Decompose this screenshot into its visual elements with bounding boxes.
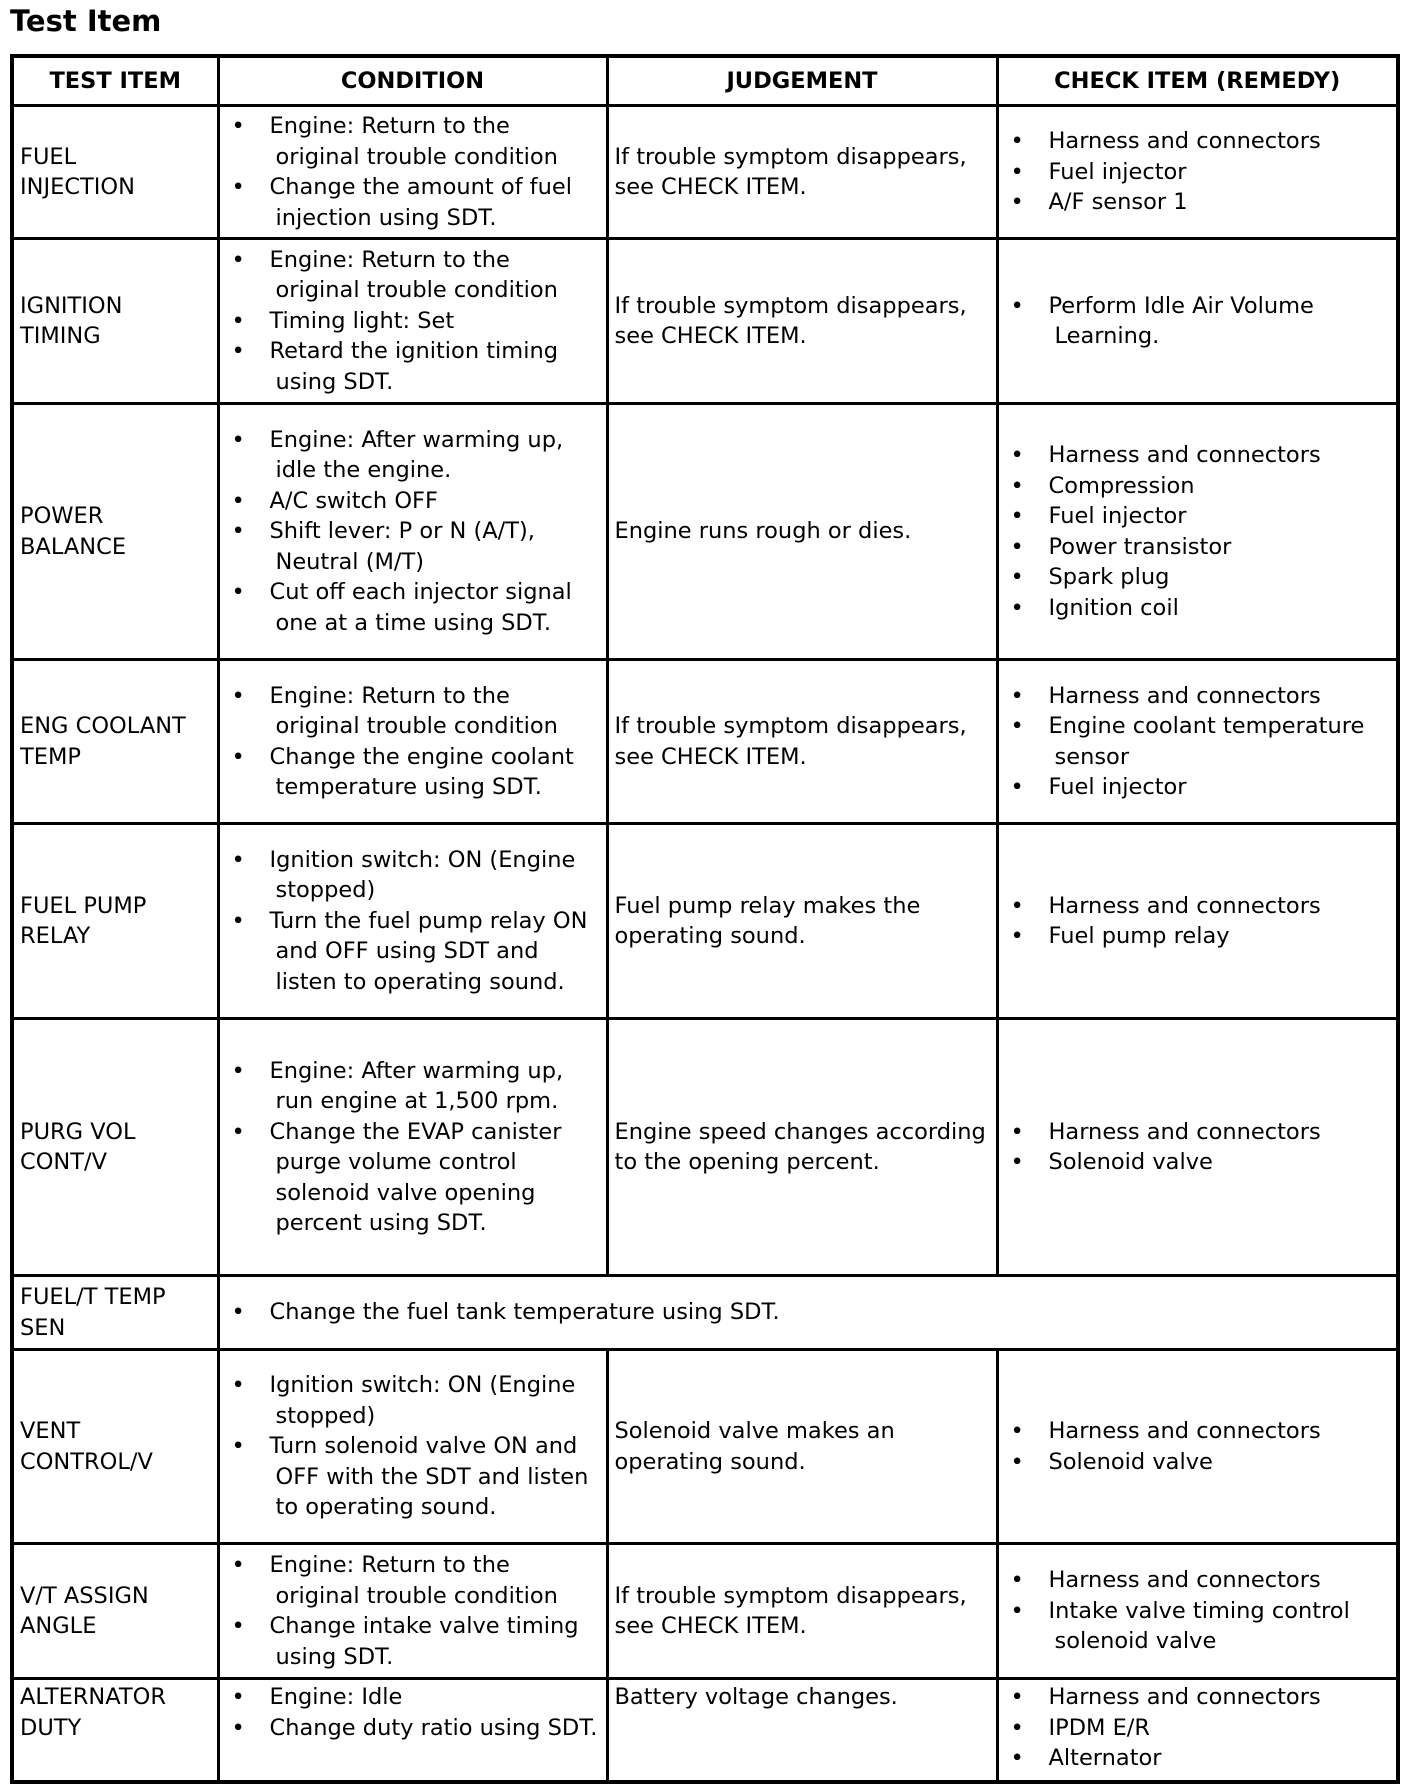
check-item-bullet: • Harness and connectors	[1049, 1416, 1391, 1447]
test-item-name: FUEL PUMP	[20, 892, 147, 919]
check-item-cell	[997, 239, 1398, 404]
test-item-name: ALTERNATOR	[20, 1684, 166, 1710]
check-item-bullet: • Harness and connectors	[1049, 1565, 1391, 1596]
table-row	[12, 1679, 1398, 1782]
test-item-table	[10, 54, 1400, 1784]
test-item-name: ANGLE	[20, 1613, 97, 1639]
test-item-cell	[12, 1350, 218, 1544]
header-condition: CONDITION	[218, 56, 607, 106]
test-item-name: FUEL	[20, 143, 77, 170]
condition-cell	[218, 1679, 607, 1782]
check-item-bullet: • Fuel injector	[1049, 157, 1391, 188]
table-row	[12, 1544, 1398, 1679]
check-item-bullet: • Solenoid valve	[1049, 1147, 1391, 1178]
check-item-cell	[997, 404, 1398, 660]
check-item-cell	[997, 1019, 1398, 1276]
test-item-name: SEN	[20, 1314, 66, 1341]
check-item-list	[1005, 1565, 1391, 1657]
test-item-name: ENG COOLANT	[20, 713, 186, 739]
condition-bullet: • Change the amount of fuel injection using SDT.	[270, 172, 600, 233]
header-judgement: JUDGEMENT	[607, 56, 997, 106]
condition-bullet: • Timing light: Set	[270, 306, 600, 337]
condition-bullet: • Ignition switch: ON (Engine stopped)	[270, 1370, 600, 1431]
check-item-bullet: • Engine coolant temperature sensor	[1049, 711, 1391, 772]
condition-cell	[218, 1350, 607, 1544]
condition-bullet: • Ignition switch: ON (Engine stopped)	[270, 845, 600, 906]
check-item-bullet: • Fuel injector	[1049, 772, 1391, 803]
condition-cell	[218, 404, 607, 660]
table-header-row	[12, 56, 1398, 106]
condition-bullet: • Retard the ignition timing using SDT.	[270, 336, 600, 397]
condition-list	[226, 111, 600, 233]
condition-list	[226, 1297, 1391, 1328]
test-item-name: CONTROL/V	[20, 1448, 153, 1475]
check-item-cell	[997, 1544, 1398, 1679]
test-item-name: TEMP	[20, 743, 81, 770]
test-item-name: VENT	[20, 1418, 81, 1444]
judgement-cell: Solenoid valve makes an operating sound.	[607, 1350, 997, 1544]
condition-cell	[218, 824, 607, 1019]
check-item-list	[1005, 1682, 1391, 1774]
condition-bullet: • Change the engine coolant temperature using SDT.	[270, 742, 600, 803]
check-item-list	[1005, 126, 1391, 218]
check-item-bullet: • Harness and connectors	[1049, 681, 1391, 712]
header-check-item: CHECK ITEM (REMEDY)	[997, 56, 1398, 106]
condition-bullet: • Turn solenoid valve ON and OFF with the SDT and listen to operating sound.	[270, 1431, 600, 1523]
table-row	[12, 239, 1398, 404]
table-row	[12, 824, 1398, 1019]
condition-list	[226, 845, 600, 998]
check-item-bullet: • Ignition coil	[1049, 593, 1391, 624]
condition-bullet: • Engine: After warming up, run engine at 1,500 rpm.	[270, 1056, 600, 1117]
table-row	[12, 106, 1398, 239]
condition-list	[226, 1370, 600, 1523]
check-item-bullet: • Alternator	[1049, 1743, 1391, 1774]
test-item-cell	[12, 404, 218, 660]
table-row	[12, 1276, 1398, 1350]
test-item-name: INJECTION	[20, 174, 135, 200]
test-item-name: FUEL/T TEMP	[20, 1284, 166, 1310]
condition-list	[226, 245, 600, 398]
judgement-cell: If trouble symptom disappears, see CHECK ITEM.	[607, 106, 997, 239]
condition-list	[226, 681, 600, 803]
condition-cell	[218, 1019, 607, 1276]
condition-bullet: • Engine: Return to the original trouble condition	[270, 111, 600, 172]
condition-cell	[218, 106, 607, 239]
test-item-name: IGNITION	[20, 292, 123, 319]
check-item-bullet: • Harness and connectors	[1049, 1682, 1391, 1713]
check-item-bullet: • Solenoid valve	[1049, 1447, 1391, 1478]
test-item-cell	[12, 106, 218, 239]
check-item-cell	[997, 106, 1398, 239]
test-item-name: DUTY	[20, 1714, 82, 1741]
check-item-bullet: • Harness and connectors	[1049, 1117, 1391, 1148]
condition-bullet: • Change the fuel tank temperature using SDT.	[270, 1297, 1391, 1328]
check-item-list	[1005, 1416, 1391, 1477]
condition-bullet: • Change duty ratio using SDT.	[270, 1713, 600, 1744]
test-item-cell	[12, 660, 218, 824]
condition-bullet: • Engine: Return to the original trouble condition	[270, 1550, 600, 1611]
test-item-cell	[12, 239, 218, 404]
check-item-cell	[997, 660, 1398, 824]
check-item-list	[1005, 891, 1391, 952]
judgement-cell: If trouble symptom disappears, see CHECK ITEM.	[607, 660, 997, 824]
condition-list	[226, 425, 600, 639]
condition-bullet: • Cut off each injector signal one at a time using SDT.	[270, 577, 600, 638]
check-item-bullet: • Harness and connectors	[1049, 126, 1391, 157]
check-item-list	[1005, 1117, 1391, 1178]
table-row	[12, 404, 1398, 660]
check-item-bullet: • Harness and connectors	[1049, 440, 1391, 471]
test-item-name: POWER	[20, 503, 104, 529]
check-item-list	[1005, 291, 1391, 352]
condition-cell	[218, 1544, 607, 1679]
condition-bullet: • Shift lever: P or N (A/T), Neutral (M/T)	[270, 516, 600, 577]
test-item-cell	[12, 1019, 218, 1276]
check-item-bullet: • Perform Idle Air Volume Learning.	[1049, 291, 1391, 352]
test-item-cell	[12, 1276, 218, 1350]
judgement-cell: Engine speed changes according to the opening percent.	[607, 1019, 997, 1276]
check-item-bullet: • IPDM E/R	[1049, 1713, 1391, 1744]
check-item-bullet: • Compression	[1049, 471, 1391, 502]
test-item-name: TIMING	[20, 323, 101, 349]
table-row	[12, 1019, 1398, 1276]
check-item-bullet: • Fuel pump relay	[1049, 921, 1391, 952]
check-item-bullet: • Fuel injector	[1049, 501, 1391, 532]
test-item-cell	[12, 824, 218, 1019]
check-item-list	[1005, 681, 1391, 803]
test-item-name: RELAY	[20, 923, 91, 949]
condition-bullet: • Engine: Return to the original trouble condition	[270, 245, 600, 306]
condition-cell	[218, 660, 607, 824]
check-item-cell	[997, 1350, 1398, 1544]
judgement-cell: Battery voltage changes.	[607, 1679, 997, 1782]
condition-bullet: • Turn the fuel pump relay ON and OFF using SDT and listen to operating sound.	[270, 906, 600, 998]
check-item-bullet: • Harness and connectors	[1049, 891, 1391, 922]
test-item-name: CONT/V	[20, 1149, 107, 1175]
judgement-cell: Fuel pump relay makes the operating sound.	[607, 824, 997, 1019]
table-row	[12, 1350, 1398, 1544]
condition-list	[226, 1056, 600, 1239]
test-item-cell	[12, 1679, 218, 1782]
table-row	[12, 660, 1398, 824]
condition-cell	[218, 1276, 1398, 1350]
condition-bullet: • Change intake valve timing using SDT.	[270, 1611, 600, 1672]
condition-bullet: • Change the EVAP canister purge volume control solenoid valve opening percent using SDT.	[270, 1117, 600, 1239]
header-test-item: TEST ITEM	[12, 56, 218, 106]
test-item-name: PURG VOL	[20, 1118, 136, 1145]
check-item-list	[1005, 440, 1391, 623]
condition-bullet: • A/C switch OFF	[270, 486, 600, 517]
test-item-cell	[12, 1544, 218, 1679]
test-item-name: V/T ASSIGN	[20, 1582, 149, 1609]
judgement-cell: If trouble symptom disappears, see CHECK ITEM.	[607, 239, 997, 404]
condition-cell	[218, 239, 607, 404]
condition-bullet: • Engine: After warming up, idle the engine.	[270, 425, 600, 486]
condition-bullet: • Engine: Idle	[270, 1682, 600, 1713]
judgement-cell: Engine runs rough or dies.	[607, 404, 997, 660]
check-item-cell	[997, 824, 1398, 1019]
condition-list	[226, 1550, 600, 1672]
judgement-cell: If trouble symptom disappears, see CHECK ITEM.	[607, 1544, 997, 1679]
check-item-bullet: • A/F sensor 1	[1049, 187, 1391, 218]
page-title: Test Item	[10, 4, 162, 38]
condition-bullet: • Engine: Return to the original trouble condition	[270, 681, 600, 742]
check-item-bullet: • Power transistor	[1049, 532, 1391, 563]
test-item-name: BALANCE	[20, 533, 127, 560]
check-item-bullet: • Spark plug	[1049, 562, 1391, 593]
check-item-cell	[997, 1679, 1398, 1782]
condition-list	[226, 1682, 600, 1743]
check-item-bullet: • Intake valve timing control solenoid valve	[1049, 1596, 1391, 1657]
